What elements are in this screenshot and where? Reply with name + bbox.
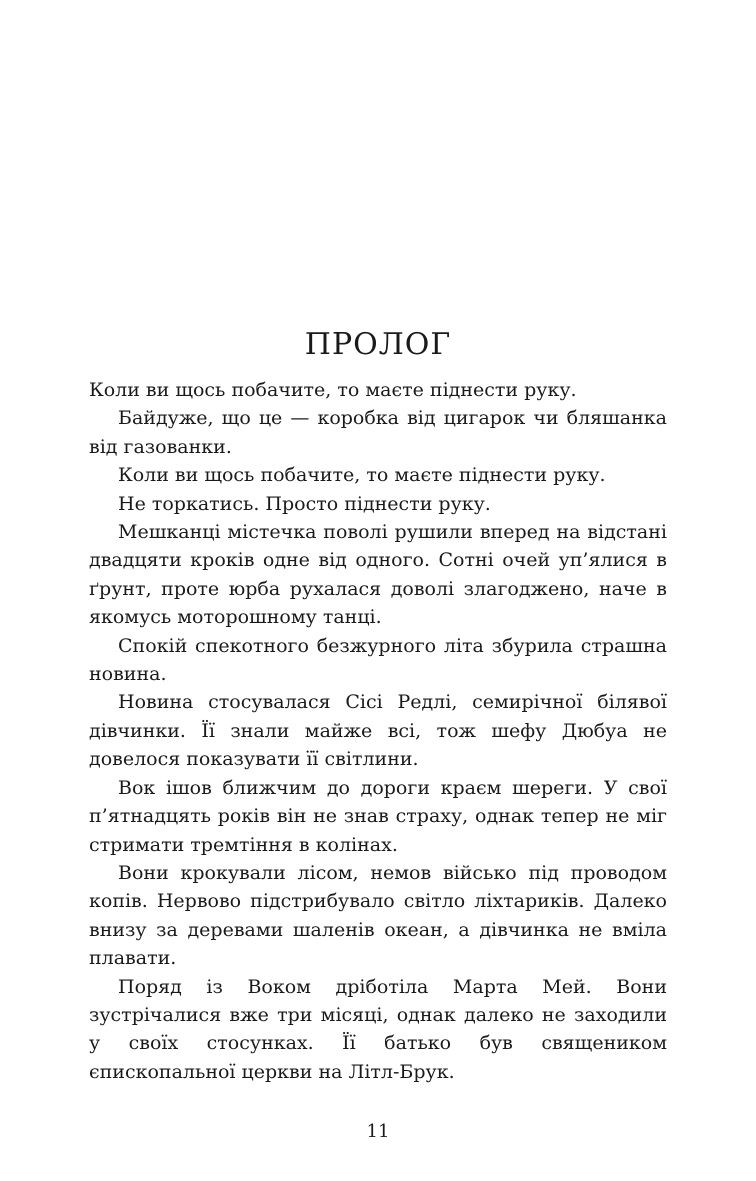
paragraph: Поряд із Воком дріботіла Марта Мей. Вони зустрічалися вже три місяці, однак далеко не заходили у своїх стосунках. Її батько був священиком єпископальної церкви на Літл-Брук. (89, 975, 667, 1083)
paragraph: Коли ви щось побачите, то маєте піднести руку. (118, 464, 606, 487)
paragraph: Вок ішов ближчим до дороги краєм шереги. У свої п’ятнадцять років він не знав страху, однак тепер не міг стримати тремтіння в колінах. (89, 776, 667, 856)
chapter-body (89, 376, 667, 1086)
paragraph: Новина стосувалася Сісі Редлі, семирічної білявої дівчинки. Її знали майже всі, тож шефу Дюбуа не довелося показувати її світлини. (89, 691, 667, 771)
paragraph: Вони крокували лісом, немов військо під проводом копів. Нервово підстрибувало світло ліхтариків. Далеко внизу за деревами шаленів океан, а дівчинка не вміла плавати. (89, 861, 667, 970)
chapter-title: ПРОЛОГ (304, 327, 452, 362)
page-number: 11 (366, 1121, 390, 1142)
paragraph: Не торкатись. Просто піднести руку. (118, 492, 491, 515)
paragraph: Мешканці містечка поволі рушили вперед на відстані двадцяти кроків одне від одного. Сотні очей уп’ялися в ґрунт, проте юрба рухалася доволі злагоджено, наче в якомусь моторошному танці. (89, 521, 667, 629)
paragraph: Байдуже, що це — коробка від цигарок чи бляшанка від газованки. (89, 407, 667, 458)
paragraph: Коли ви щось побачите, то маєте піднести руку. (89, 379, 577, 401)
paragraph: Спокій спекотного безжурного літа збурила страшна новина. (89, 634, 667, 686)
